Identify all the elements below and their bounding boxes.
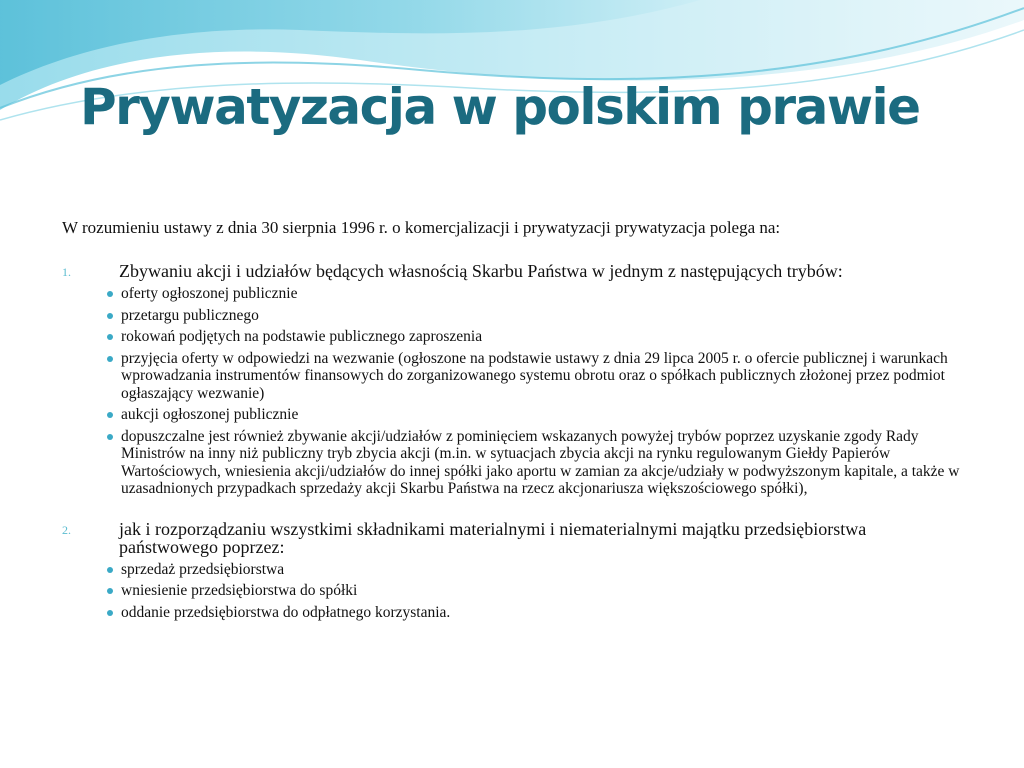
bullet-icon [107, 291, 113, 297]
bullet-item [107, 406, 967, 424]
bullet-text: dopuszczalne jest również zbywanie akcji/udziałów z pominięciem wskazanych powyżej trybów poprzez uzyskanie zgody Rady Ministrów na inny niż publiczny tryb zbycia akcji (m.in. w sytuacjach zbycia akcji na rynku regulowanym Giełdy Papierów Wartościowych, wniesienia akcji/udziałów do innej spółki jako aportu w zamian za akcje/udziały w podwyższonym kapitale, a także w uzasadnionych przypadkach sprzedaży akcji Skarbu Państwa na rzecz akcjonariusza większościowego spółki), [121, 427, 960, 497]
bullet-item [107, 328, 967, 346]
bullet-item [107, 604, 967, 622]
bullet-item [107, 582, 967, 600]
bullet-text: sprzedaż przedsiębiorstwa [121, 560, 285, 578]
bullet-text: przetargu publicznego [121, 306, 259, 324]
bullet-text: przyjęcia oferty w odpowiedzi na wezwanie (ogłoszone na podstawie ustawy z dnia 29 lipca 2005 r. o ofercie publicznej i warunkach wprowadzania instrumentów finansowych do zorganizowanego systemu obrotu oraz o spółkach publicznych złożonej przez podmiot ogłaszający wezwanie) [121, 349, 948, 402]
list-number: 1. [62, 265, 71, 279]
bullet-list [119, 561, 967, 622]
list-item-2 [62, 520, 967, 622]
bullet-item [107, 350, 967, 403]
bullet-text: wniesienie przedsiębiorstwa do spółki [121, 582, 358, 599]
bullet-item [107, 561, 967, 579]
slide-title: Prywatyzacja w polskim prawie [80, 78, 920, 136]
bullet-text: oferty ogłoszonej publicznie [121, 285, 298, 302]
bullet-item [107, 307, 967, 325]
bullet-icon [107, 567, 113, 573]
bullet-item [107, 285, 967, 303]
slide-content [62, 218, 967, 643]
bullet-list [119, 285, 967, 498]
list-number: 2. [62, 522, 71, 537]
bullet-text: oddanie przedsiębiorstwa do odpłatnego korzystania. [121, 603, 451, 621]
bullet-text: aukcji ogłoszonej publicznie [121, 406, 299, 423]
numbered-list [62, 262, 967, 621]
list-item-1 [62, 262, 967, 498]
bullet-icon [107, 434, 113, 440]
bullet-icon [107, 334, 113, 340]
bullet-icon [107, 610, 113, 616]
bullet-icon [107, 412, 113, 418]
list-item-text: jak i rozporządzaniu wszystkimi składnikami materialnymi i niematerialnymi majątku przedsiębiorstwa państwowego poprzez: [119, 518, 867, 557]
intro-paragraph: W rozumieniu ustawy z dnia 30 sierpnia 1996 r. o komercjalizacji i prywatyzacji prywatyzacja polega na: [62, 218, 781, 237]
bullet-item [107, 428, 967, 498]
bullet-text: rokowań podjętych na podstawie publicznego zaproszenia [121, 328, 483, 345]
bullet-icon [107, 313, 113, 319]
bullet-icon [107, 356, 113, 362]
list-item-text: Zbywaniu akcji i udziałów będących własnością Skarbu Państwa w jednym z następujących trybów: [119, 261, 843, 281]
bullet-icon [107, 588, 113, 594]
